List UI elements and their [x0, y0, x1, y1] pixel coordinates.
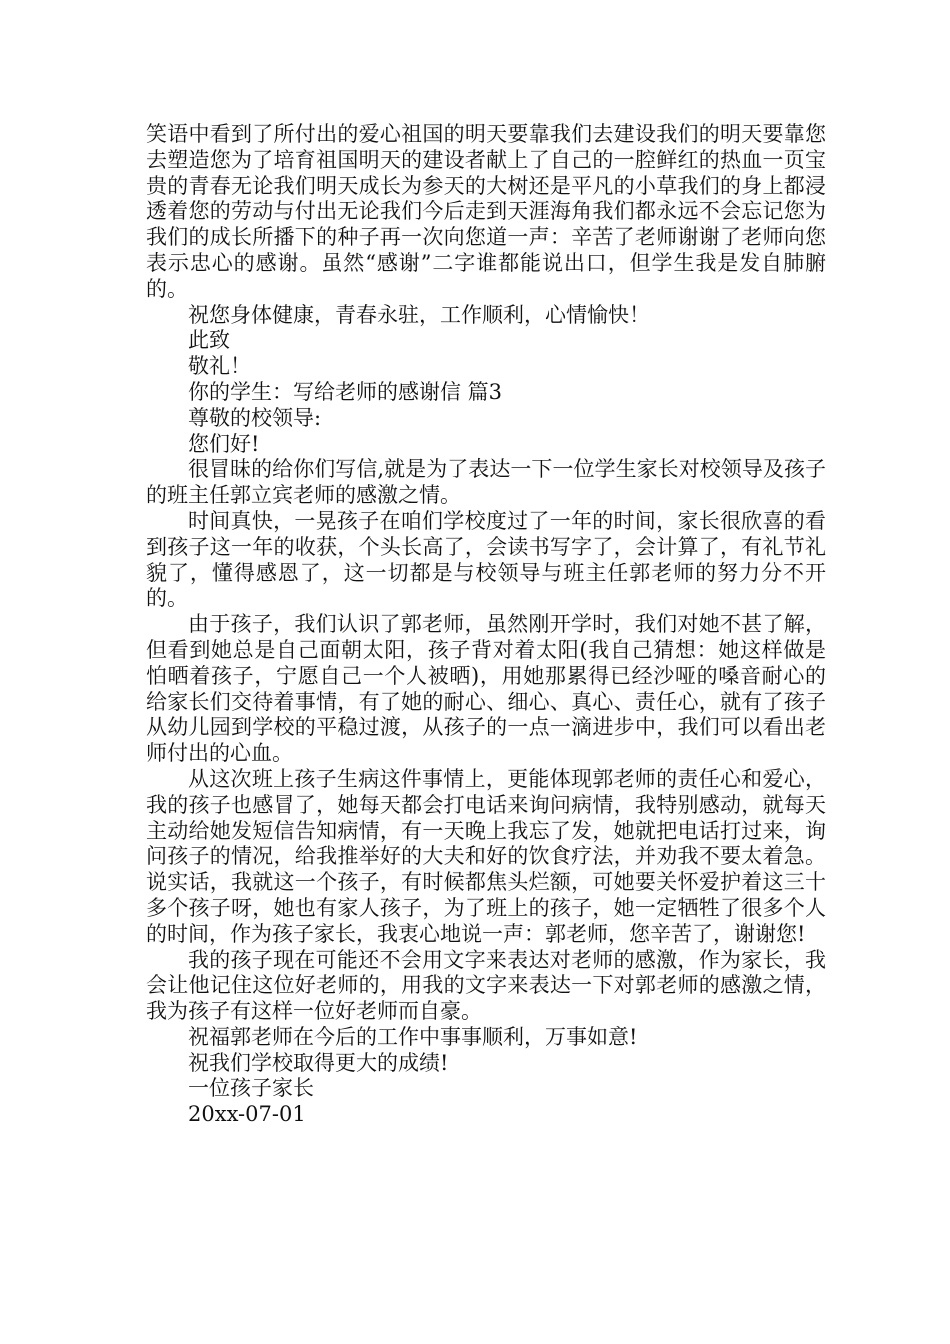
greeting-recipient: 尊敬的校领导:	[188, 405, 322, 430]
closing-wish: 祝您身体健康，青春永驻，工作顺利，心情愉快！	[188, 302, 650, 327]
document-page	[146, 122, 826, 1128]
greeting-hello: 您们好!	[188, 431, 260, 456]
date: 20xx-07-01	[188, 1102, 306, 1127]
paragraph-illness: 从这次班上孩子生病这件事情上，更能体现郭老师的责任心和爱心，我的孩子也感冒了，她每天都会打电话来询问病情，我特别感动，就每天主动给她发短信告知病情，有一天晚上我忘了发，她就把电话打过来，询问孩子的情况，给我推举好的大夫和好的饮食疗法，并劝我不要太着急。说实话，我就这一个孩子，有时候都焦头烂额，可她要关怀爱护着这三十多个孩子呀，她也有家人孩子，为了班上的孩子，她一定牺牲了很多个人的时间，作为孩子家长，我衷心地说一声：郭老师，您辛苦了，谢谢您!	[146, 766, 826, 946]
paragraph-time: 时间真快，一晃孩子在咱们学校度过了一年的时间，家长很欣喜的看到孩子这一年的收获，个头长高了，会读书写字了，会计算了，有礼节礼貌了，懂得感恩了，这一切都是与校领导与班主任郭老师的努力分不开的。	[146, 508, 826, 611]
signature: 一位孩子家长	[188, 1076, 314, 1101]
paragraph-intro: 很冒昧的给你们写信,就是为了表达一下一位学生家长对校领导及孩子的班主任郭立宾老师的感激之情。	[146, 457, 826, 508]
section-heading: 你的学生：写给老师的感谢信 篇3	[188, 379, 503, 404]
paragraph-continued-letter: 笑语中看到了所付出的爱心祖国的明天要靠我们去建设我们的明天要靠您去塑造您为了培育祖国明天的建设者献上了自己的一腔鲜红的热血一页宝贵的青春无论我们明天成长为参天的大树还是平凡的小草我们的身上都浸透着您的劳动与付出无论我们今后走到天涯海角我们都永远不会忘记您为我们的成长所播下的种子再一次向您道一声：辛苦了老师谢谢了老师向您表示忠心的感谢。虽然“感谢”二字谁都能说出口，但学生我是发自肺腑的。	[146, 122, 826, 301]
paragraph-gratitude: 我的孩子现在可能还不会用文字来表达对老师的感激，作为家长，我会让他记住这位好老师的，用我的文字来表达一下对郭老师的感激之情，我为孩子有这样一位好老师而自豪。	[146, 947, 826, 1024]
closing-blessing-teacher: 祝福郭老师在今后的工作中事事顺利，万事如意!	[188, 1024, 638, 1049]
salutation-jingli: 敬礼！	[188, 354, 251, 379]
closing-blessing-school: 祝我们学校取得更大的成绩!	[188, 1050, 449, 1075]
salutation-cizhi: 此致	[188, 328, 230, 353]
paragraph-acquaintance: 由于孩子，我们认识了郭老师，虽然刚开学时，我们对她不甚了解，但看到她总是自己面朝太阳，孩子背对着太阳(我自己猜想：她这样做是怕晒着孩子，宁愿自己一个人被晒)，用她那累得已经沙哑的嗓音耐心的给家长们交待着事情，有了她的耐心、细心、真心、责任心，就有了孩子从幼儿园到学校的平稳过渡，从孩子的一点一滴进步中，我们可以看出老师付出的心血。	[146, 612, 826, 766]
